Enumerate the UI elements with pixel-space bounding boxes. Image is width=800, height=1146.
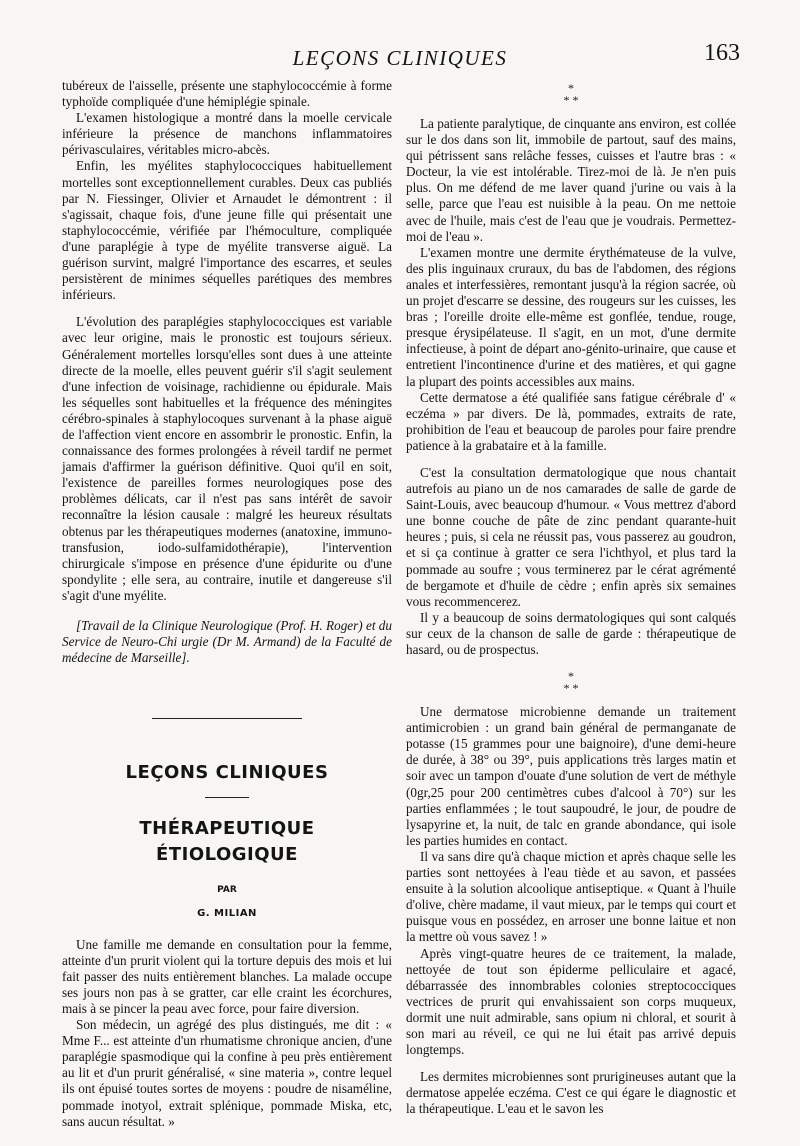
paragraph: Son médecin, un agrégé des plus distingués, me dit : « Mme F... est atteinte d'un rhumatisme chronique ancien, d'une paraplégie spasmodique qui la confine à peu près entièrement au lit et d'un prurit généralisé, « sine materia », contre lequel ils ont épuisé toutes sortes de moyens : poudre de nisaméline, pommade inotyol, extrait splénique, pommade Miska, etc, sans aucun résultat. » <box>62 1017 392 1129</box>
spacer <box>406 454 736 465</box>
article-title <box>62 816 392 868</box>
spacer <box>406 1058 736 1069</box>
divider <box>152 718 302 719</box>
paragraph: Une famille me demande en consultation pour la femme, atteinte d'un prurit violent qui la torture depuis des mois et lui fait passer des nuits entièrement blanches. La malade occupe ses jours non pas à se gratter, car elle craint les écorchures, mais à se pincer la peau avec force, pour faire diversion. <box>62 936 392 1016</box>
asterism <box>406 82 736 106</box>
page-header <box>60 40 740 80</box>
article-title-line: THÉRAPEUTIQUE <box>139 818 315 840</box>
paragraph: Les dermites microbiennes sont prurigineuses autant que la dermatose appelée eczéma. C'est ce qui égare le diagnostic et la thérapeutique. L'eau et le savon les <box>406 1069 736 1117</box>
asterism-top: * <box>568 81 574 95</box>
right-column <box>406 78 736 1117</box>
paragraph: Après vingt-quatre heures de ce traitement, la malade, nettoyée de tout son épiderme pelliculaire et agacé, débarrassée des innombrables colonies streptococciques vectrices de prurit qui envahissaient son corps muqueux, dormit une nuit admirable, sans opium ni chloral, et sourit à son mari au réveil, ce qui ne lui était pas arrivé depuis longtemps. <box>406 945 736 1058</box>
paragraph: Enfin, les myélites staphylococciques habituellement mortelles sont exceptionnellement curables. Deux cas publiés par N. Fiessinger, Olivier et Arnaudet le démontrent : il s'agissait, chaque fois, d'une jeune fille qui présentait une staphylococcémie, vérifiée par l'hémoculture, compliquée d'une paraplégie à type de myélite transverse aiguë. La guérison survint, malgré l'importance des escarres, et seules persistèrent de minimes séquelles parétiques des membres inférieurs. <box>62 158 392 303</box>
paragraph: C'est la consultation dermatologique que nous chantait autrefois au piano un de nos camarades de salle de garde de Saint-Louis, avec beaucoup d'humour. « Vous mettrez d'abord une bonne couche de pâte de zinc pendant quarante-huit heures ; puis, si cela ne réussit pas, vous passerez au goudron, et si ça continue à gratter ce sera l'ichthyol, et plus tard la pommade au soufre ; vous terminerez par le cérat agrémenté de bergamote et d'huile de cèdre ; enfin après six semaines vous recommencerez. <box>406 464 736 609</box>
page-number: 163 <box>704 40 740 66</box>
section-title: LEÇONS CLINIQUES <box>125 762 329 784</box>
paragraph: Une dermatose microbienne demande un traitement antimicrobien : un grand bain général de permanganate de potasse (15 grammes pour une baignoire), d'une demi-heure de durée, à 38° ou 39°, puis applications très larges matin et soir avec un tampon d'ouate d'une solution de vert de méthyle (0gr,25 pour 200 centimètres cubes d'alcool à 70°) sur les parties enflammées ; le tout saupoudré, le jour, de poudre de lysapyrine et, la nuit, de talc en grande abondance, qui isole les parties humides en contact. <box>406 704 736 848</box>
divider <box>205 797 249 798</box>
paragraph: La patiente paralytique, de cinquante ans environ, est collée sur le dos dans son lit, immobile de partout, sauf des mains, qui pétrissent sans relâche fesses, cuisses et l'autre bras : « Docteur, la vie est intolérable. Tirez-moi de là. Je n'en puis plus. On me défend de me laver quand j'urine ou vais à la selle, parce que l'eau est nuisible à la peau. On me nettoie avec de l'huile, mais c'est de l'eau que je voudrais. Permettez-moi de l'eau ». <box>406 116 736 244</box>
article-title-line: ÉTIOLOGIQUE <box>156 844 298 866</box>
paragraph: Il y a beaucoup de soins dermatologiques qui sont calqués sur ceux de la chanson de salle de garde : thérapeutique de hasard, ou de prospectus. <box>406 609 736 657</box>
credit-note: [Travail de la Clinique Neurologique (Prof. H. Roger) et du Service de Neuro-Chi urgie (Dr M. Armand) de la Faculté de médecine de Marseille]. <box>62 618 392 666</box>
asterism-top: * <box>568 669 574 684</box>
paragraph: L'examen histologique a montré dans la moelle cervicale inférieure la présence de manchons inflammatoires périvasculaires, véritables micro-abcès. <box>62 110 392 158</box>
paragraph: L'évolution des paraplégies staphylococciques est variable avec leur origine, mais le pronostic est toujours sérieux. Généralement mortelles lorsqu'elles sont dues à une atteinte directe de la moelle, elles peuvent guérir s'il s'agit seulement d'une infection de voisinage, rachidienne ou épidurale. Mais les séquelles sont habituelles et la fréquence des méningites cérébro-spinales à staphylocoques survenant à la phase aiguë de l'affection vient encore en assombrir le pronostic. Enfin, la connaissance des formes prolongées à réveil tardif ne permet jamais d'affirmer la guérison définitive. Quoi qu'il en soit, l'existence de pareilles formes neurologiques pose des problèmes délicats, car il n'est pas sans intérêt de savoir reconnaître la lésion causale : malgré les heureux résultats obtenus par les thérapeutiques modernes (anatoxine, immuno-transfusion, iodo-sulfamidothérapie), l'intervention chirurgicale s'impose en présence d'une épidurite ou d'une spondylite ; elle sera, au contraire, inutile et dangereuse s'il s'agit d'une myélite. <box>62 314 392 603</box>
running-title: LEÇONS CLINIQUES <box>292 46 508 70</box>
paragraph: Il va sans dire qu'à chaque miction et après chaque selle les parties sont nettoyées à l'eau tiède et au savon, et passées ensuite à la solution alcoolique antiseptique. « Quant à l'huile d'olive, chère madame, il vaut mieux, par le temps qui court et puisque vous en possédez, en arroser une bonne laitue et non la mettre où vous savez ! » <box>406 848 736 945</box>
paragraph: L'examen montre une dermite érythémateuse de la vulve, des plis inguinaux cruraux, du bas de l'abdomen, des régions anales et interfessières, remontant jusqu'à la région sacrée, où un projet d'escarre se dessine, des rougeurs sur les cuisses, les bras ; l'oreille droite elle-même est gonflée, tendue, rouge, presque érysipélateuse. Il s'agit, en un mot, d'une dermite infectieuse, à point de départ ano-génito-urinaire, que cause et entretient l'incontinence d'urine et des matières, et qui gagne la plupart des points accessibles aux mains. <box>406 244 736 389</box>
byline-par: PAR <box>217 885 237 896</box>
byline-author: G. MILIAN <box>197 908 257 920</box>
asterism <box>406 670 736 694</box>
asterism-bottom: * * <box>563 93 579 107</box>
asterism-bottom: * * <box>563 681 579 696</box>
paragraph: Cette dermatose a été qualifiée sans fatigue cérébrale d' « eczéma » par divers. De là, pommades, extraits de rate, prohibition de l'eau et beaucoup de paroles pour faire prendre patience à la grabataire et à la famille. <box>406 389 736 453</box>
spacer <box>62 303 392 314</box>
left-column <box>62 78 392 1130</box>
paragraph: tubéreux de l'aisselle, présente une staphylococcémie à forme typhoïde compliquée d'une hémiplégie spinale. <box>62 78 392 110</box>
